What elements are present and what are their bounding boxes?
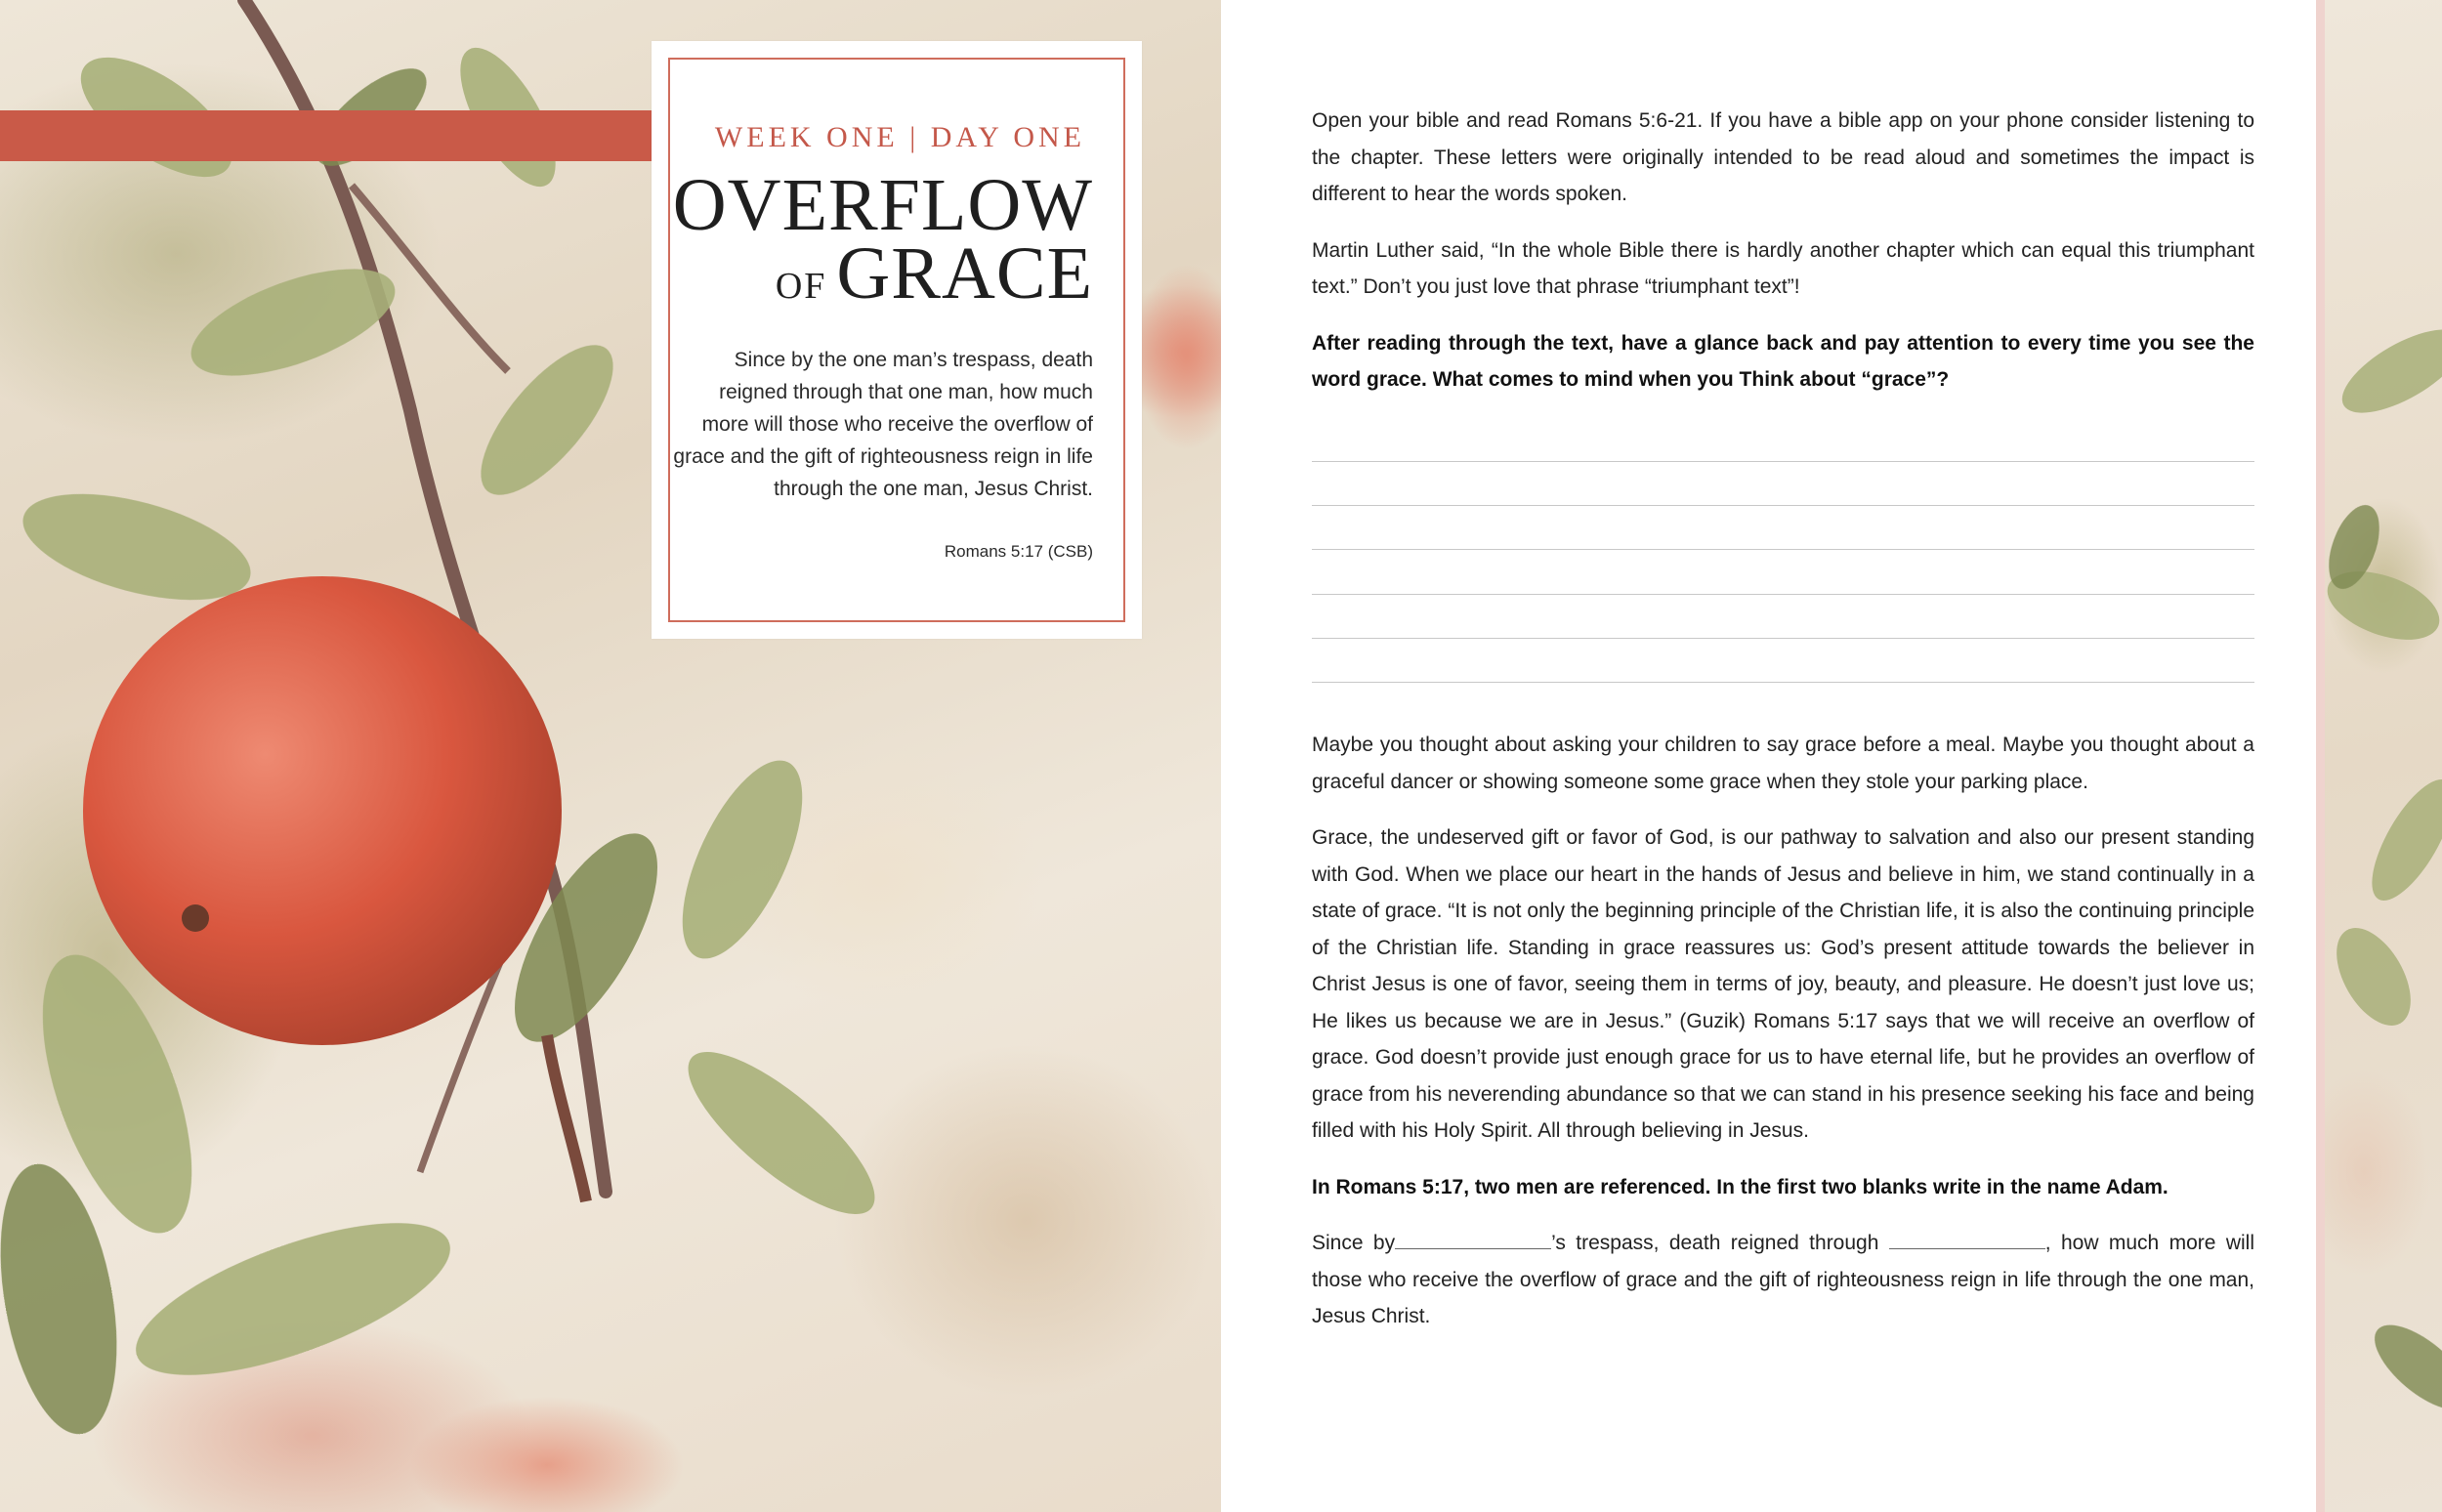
week-day-label: WEEK ONE | DAY ONE	[714, 121, 1085, 153]
title-of-grace	[775, 232, 1093, 315]
question-grace: After reading through the text, have a glance back and pay attention to every time you see the word grace. What comes to mind when you Think about “grace”?	[1312, 331, 2254, 391]
writing-line[interactable]	[1312, 595, 2254, 639]
title-of: OF	[775, 266, 827, 307]
fill-in-verse	[1312, 1225, 2254, 1335]
blank-2[interactable]	[1889, 1229, 2045, 1249]
writing-line[interactable]	[1312, 418, 2254, 462]
writing-line[interactable]	[1312, 462, 2254, 506]
study-content	[1312, 103, 2254, 1355]
writing-lines[interactable]	[1312, 418, 2254, 684]
accent-bar	[0, 110, 703, 161]
fill-text-1: Since by	[1312, 1232, 1396, 1255]
title-grace: GRACE	[836, 232, 1093, 315]
title-overflow: OVERFLOW	[672, 164, 1093, 246]
next-page-photo	[2325, 0, 2442, 1512]
paragraph-reading-instructions: Open your bible and read Romans 5:6-21. If you have a bible app on your phone consider listening to the chapter. These letters were originally intended to be read aloud and sometimes the impact is different to hear the words spoken.	[1312, 109, 2254, 205]
writing-line[interactable]	[1312, 550, 2254, 594]
title-card	[652, 41, 1142, 639]
paragraph-grace-examples: Maybe you thought about asking your children to say grace before a meal. Maybe you thought about a graceful dancer or showing someone some grace when they stole your parking place.	[1312, 734, 2254, 793]
verse-reference: Romans 5:17 (CSB)	[944, 542, 1093, 561]
fill-text-2: ’s trespass, death reigned through	[1551, 1232, 1879, 1255]
next-page-photo-strip	[2325, 0, 2442, 1512]
fill-text-3: , how much more will those who receive the overflow of grace and the gift of righteousness reign in life through the one man, Jesus Christ.	[1312, 1232, 2254, 1328]
writing-line[interactable]	[1312, 506, 2254, 550]
paragraph-grace-definition: Grace, the undeserved gift or favor of God, is our pathway to salvation and also our present standing with God. When we place our heart in the hands of Jesus and believe in him, we stand continually in a state of grace. “It is not only the beginning principle of the Christian life, it is also the continuing principle of the Christian life. Standing in grace reassures us: God’s present attitude towards the believer in Christ Jesus is one of favor, seeing them in terms of joy, beauty, and pleasure. He doesn’t just love us; He likes us because we are in Jesus.” (Guzik) Romans 5:17 says that we will receive an overflow of grace. God doesn’t provide just enough grace for us to have eternal life, but he provides an overflow of grace from his neverending abundance so that we can stand in his presence seeking his face and being filled with his Holy Spirit. All through believing in Jesus.	[1312, 826, 2254, 1143]
blank-1[interactable]	[1395, 1229, 1551, 1249]
page-edge	[2316, 0, 2325, 1512]
paragraph-luther-quote: Martin Luther said, “In the whole Bible there is hardly another chapter which can equal this triumphant text.” Don’t you just love that phrase “triumphant text”!	[1312, 238, 2254, 298]
instruction-blanks: In Romans 5:17, two men are referenced. In the first two blanks write in the name Adam.	[1312, 1175, 2168, 1198]
writing-line[interactable]	[1312, 639, 2254, 683]
study-page	[1221, 0, 2442, 1512]
key-verse: Since by the one man’s trespass, death reigned through that one man, how much more will those who receive the overflow of grace and the gift of righteousness reign in life through the one man, Jesus Christ.	[673, 349, 1093, 500]
